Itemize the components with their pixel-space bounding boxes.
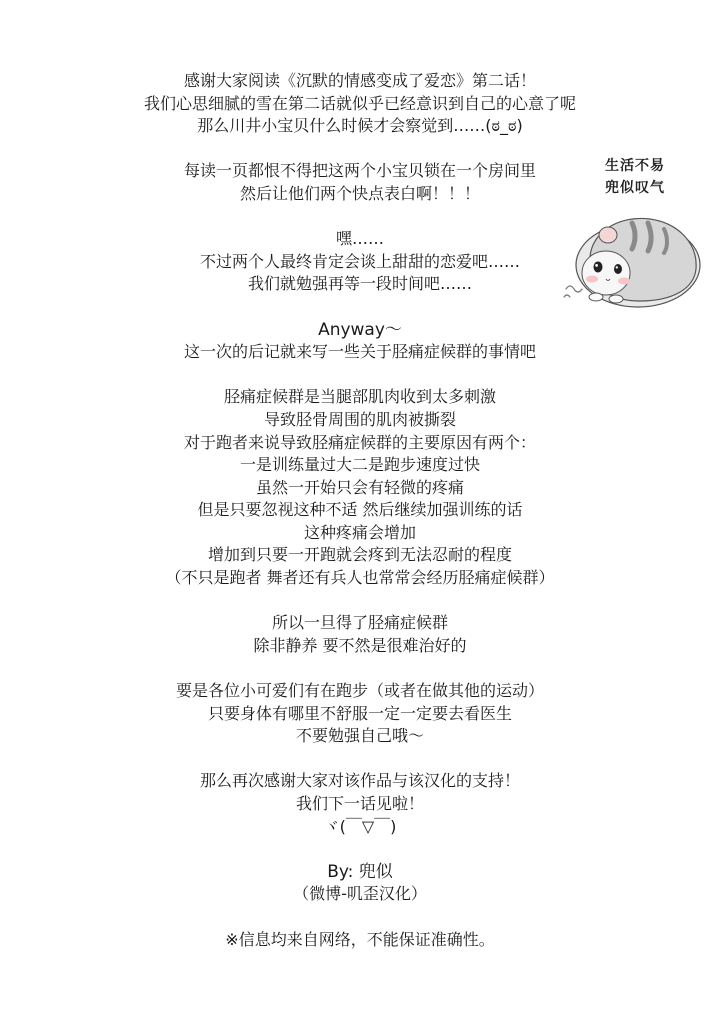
paragraph-disclaimer: [0, 929, 720, 952]
text-line: （不只是跑者 舞者还有兵人也常常会经历胫痛症候群）: [165, 568, 555, 588]
text-line: 虽然一开始只会有轻微的疼痛: [255, 477, 464, 497]
paragraph-thanks: [0, 70, 720, 138]
text-line: 一是训练量过大二是跑步速度过快: [239, 455, 480, 475]
paragraph-credit: [0, 861, 720, 906]
text-line: 除非静养 要不然是很难治好的: [253, 635, 467, 655]
disclaimer-text: ※信息均来自网络，不能保证准确性。: [225, 929, 495, 949]
text-line: 但是只要忽视这种不适 然后继续加强训练的话: [197, 500, 523, 520]
paragraph-shin-splints: [0, 386, 720, 589]
text-line: 这种疼痛会增加: [303, 522, 416, 542]
text-line: 不过两个人最终肯定会谈上甜甜的恋爱吧……: [199, 251, 520, 271]
text-line: 那么再次感谢大家对该作品与该汉化的支持！: [199, 771, 520, 791]
paragraph-rest: [0, 612, 720, 657]
sighing-hamster-icon: [560, 193, 710, 313]
sticker-caption-line: 兜似叹气: [605, 180, 665, 196]
text-line: 这一次的后记就来写一些关于胫痛症候群的事情吧: [183, 342, 536, 362]
text-line: 每读一页都恨不得把这两个小宝贝锁在一个房间里: [183, 161, 536, 181]
text-line: 所以一旦得了胫痛症候群: [271, 613, 448, 633]
text-line: 只要身体有哪里不舒服一定一定要去看医生: [207, 703, 512, 723]
author-credit: By: 兜似: [327, 861, 393, 882]
sticker-caption-line: 生活不易: [605, 158, 665, 174]
text-line: 导致胫骨周围的肌肉被撕裂: [263, 409, 456, 429]
hamster-sticker: [560, 155, 710, 315]
text-line: 嘿……: [335, 229, 384, 249]
text-line: 胫痛症候群是当腿部肌肉收到太多刺激: [223, 387, 496, 407]
paragraph-advice: [0, 680, 720, 748]
text-line: Anyway～: [318, 319, 402, 340]
text-line: 我们就勉强再等一段时间吧……: [247, 274, 472, 294]
text-line: ヾ(￣▽￣): [323, 816, 397, 836]
paragraph-anyway: [0, 319, 720, 364]
text-line: 要是各位小可爱们有在跑步（或者在做其他的运动）: [175, 681, 544, 701]
text-line: 对于跑者来说导致胫痛症候群的主要原因有两个：: [183, 432, 536, 452]
text-line: 那么川井小宝贝什么时候才会察觉到……(ಠ_ಠ): [197, 116, 523, 136]
text-line: 不要勉强自己哦～: [295, 726, 424, 746]
paragraph-closing: [0, 770, 720, 838]
text-line: 我们心思细腻的雪在第二话就似乎已经意识到自己的心意了呢: [143, 93, 576, 113]
text-line: 我们下一话见啦！: [295, 794, 424, 813]
text-line: 感谢大家阅读《沉默的情感变成了爱恋》第二话！: [183, 71, 536, 90]
text-line: 然后让他们两个快点表白啊！！！: [239, 183, 480, 203]
text-line: 增加到只要一开跑就会疼到无法忍耐的程度: [207, 545, 512, 565]
group-credit: （微博-叽歪汉化）: [293, 884, 427, 904]
